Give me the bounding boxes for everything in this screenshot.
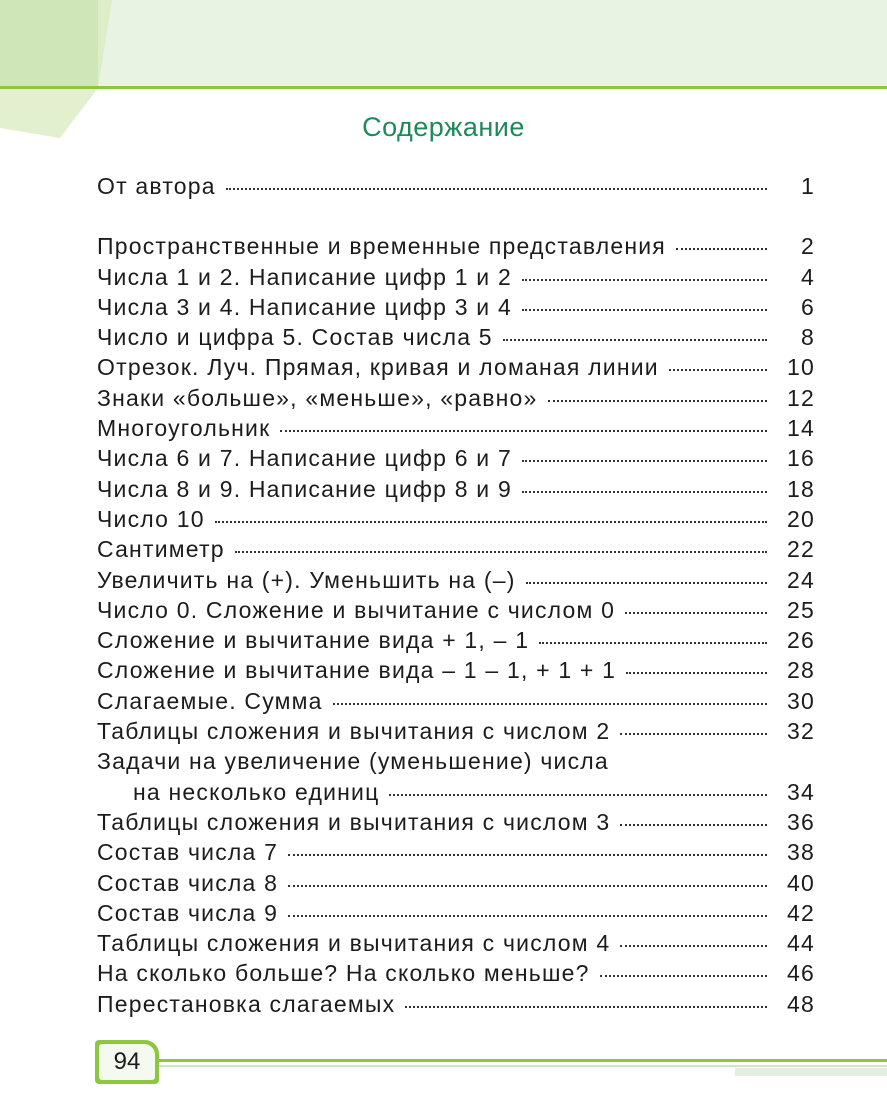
toc-entry <box>97 506 815 536</box>
toc-entry <box>97 445 815 475</box>
toc-entry-label: Сантиметр <box>97 536 225 563</box>
toc-entry-label: Сложение и вычитание вида – 1 – 1, + 1 + 1 <box>97 657 617 684</box>
page-number: 94 <box>99 1044 155 1080</box>
dot-leader <box>600 975 767 977</box>
footer-divider-secondary <box>150 1065 887 1067</box>
toc-entry-page: 34 <box>787 778 815 805</box>
dot-leader <box>676 248 767 250</box>
toc-entry-label: Состав числа 7 <box>97 839 279 866</box>
toc-entry <box>97 233 815 263</box>
toc-entry <box>97 476 815 506</box>
toc-entry <box>97 536 815 566</box>
toc-entry-page: 12 <box>787 384 815 411</box>
toc-entry-page: 8 <box>801 324 815 351</box>
toc-entry-page: 44 <box>787 930 815 957</box>
dot-leader <box>226 188 767 190</box>
toc-entry-label: Число 10 <box>97 505 205 532</box>
toc-entry-page: 16 <box>787 445 815 472</box>
toc-entry <box>97 354 815 384</box>
toc-entry <box>97 657 815 687</box>
toc-entry-page: 42 <box>787 899 815 926</box>
footer-divider <box>150 1059 887 1062</box>
dot-leader <box>288 885 767 887</box>
toc-entry-label: От автора <box>97 173 216 199</box>
toc-entry <box>97 324 815 354</box>
toc-entry <box>97 597 815 627</box>
toc-entry-page: 28 <box>787 657 815 684</box>
toc-entry-page: 46 <box>787 960 815 987</box>
toc-entry-page: 25 <box>787 596 815 623</box>
toc-entry <box>97 748 815 778</box>
toc-entry-page: 40 <box>787 869 815 896</box>
toc-entry-label: Перестановка слагаемых <box>97 990 396 1017</box>
page-number-tab <box>95 1040 159 1084</box>
footer-shadow <box>735 1068 887 1076</box>
toc-entry <box>97 960 815 990</box>
toc-entry-label: Сложение и вычитание вида + 1, – 1 <box>97 627 530 654</box>
dot-leader <box>235 551 767 553</box>
toc-entry-page: 26 <box>787 627 815 654</box>
toc-entry-page: 10 <box>787 354 815 381</box>
dot-leader <box>522 460 767 462</box>
dot-leader <box>626 672 767 674</box>
toc-entry-page: 48 <box>787 990 815 1017</box>
dot-leader <box>620 945 767 947</box>
toc-entry-page: 20 <box>787 505 815 532</box>
toc-entry-page: 18 <box>787 475 815 502</box>
dot-leader <box>625 612 767 614</box>
toc-entry <box>97 809 815 839</box>
toc-entry-label: На сколько больше? На сколько меньше? <box>97 960 590 987</box>
toc-entry-label: Числа 6 и 7. Написание цифр 6 и 7 <box>97 445 512 472</box>
toc-entry-page: 30 <box>787 687 815 714</box>
toc-entry-label: Число 0. Сложение и вычитание с числом 0 <box>97 596 616 623</box>
toc-entry-page: 22 <box>787 536 815 563</box>
toc-entry-label: Таблицы сложения и вычитания с числом 2 <box>97 718 611 745</box>
dot-leader <box>288 854 767 856</box>
toc-entry-label: Отрезок. Луч. Прямая, кривая и ломаная линии <box>97 354 659 381</box>
dot-leader <box>522 279 767 281</box>
toc-entry-label: Состав числа 8 <box>97 869 279 896</box>
header-band <box>0 0 887 88</box>
toc-entry <box>97 991 815 1021</box>
toc-entry-label: Таблицы сложения и вычитания с числом 4 <box>97 930 611 957</box>
dot-leader <box>503 339 767 341</box>
dot-leader <box>669 369 767 371</box>
toc-entry-page: 38 <box>787 839 815 866</box>
toc-entry-label-continuation: на несколько единиц <box>133 778 380 805</box>
dot-leader <box>288 915 767 917</box>
toc-entry-label: Числа 1 и 2. Написание цифр 1 и 2 <box>97 263 512 290</box>
toc-entry <box>97 839 815 869</box>
table-of-contents <box>97 173 815 1021</box>
header-divider <box>0 86 887 89</box>
toc-entry-label: Задачи на увеличение (уменьшение) числа <box>97 748 609 775</box>
toc-entry-continuation <box>97 779 815 809</box>
toc-entry-page: 24 <box>787 566 815 593</box>
dot-leader <box>280 430 767 432</box>
toc-entry <box>97 294 815 324</box>
toc-entry <box>97 930 815 960</box>
toc-entry-label: Знаки «больше», «меньше», «равно» <box>97 384 538 411</box>
toc-entry-page: 14 <box>787 415 815 442</box>
toc-entry-label: Пространственные и временные представления <box>97 233 666 260</box>
dot-leader <box>548 400 767 402</box>
toc-entry <box>97 415 815 445</box>
toc-entry-page: 4 <box>801 263 815 290</box>
toc-entry-page: 36 <box>787 808 815 835</box>
toc-entry <box>97 385 815 415</box>
toc-entry-label: Состав числа 9 <box>97 899 279 926</box>
dot-leader <box>215 521 767 523</box>
toc-entry-page: 2 <box>801 233 815 260</box>
toc-entry <box>97 567 815 597</box>
toc-entry-label: Таблицы сложения и вычитания с числом 3 <box>97 808 611 835</box>
dot-leader <box>522 491 767 493</box>
toc-entry-label: Число и цифра 5. Состав числа 5 <box>97 324 493 351</box>
toc-entry <box>97 900 815 930</box>
toc-entry-page: 32 <box>787 718 815 745</box>
toc-entry-label: Увеличить на (+). Уменьшить на (–) <box>97 566 516 593</box>
dot-leader <box>620 733 767 735</box>
dot-leader <box>620 824 767 826</box>
toc-entry <box>97 264 815 294</box>
dot-leader <box>405 1006 767 1008</box>
toc-entry <box>97 173 815 203</box>
page-title: Содержание <box>362 112 525 142</box>
dot-leader <box>526 582 767 584</box>
toc-entry-label: Числа 3 и 4. Написание цифр 3 и 4 <box>97 293 512 320</box>
toc-entry <box>97 627 815 657</box>
toc-entry-label: Слагаемые. Сумма <box>97 687 323 714</box>
toc-entry-page: 1 <box>801 173 815 199</box>
toc-entry <box>97 718 815 748</box>
dot-leader <box>333 703 767 705</box>
toc-entry-label: Многоугольник <box>97 415 271 442</box>
toc-entry-label: Числа 8 и 9. Написание цифр 8 и 9 <box>97 475 512 502</box>
toc-entry <box>97 870 815 900</box>
toc-entry <box>97 688 815 718</box>
dot-leader <box>539 642 767 644</box>
dot-leader <box>389 794 767 796</box>
dot-leader <box>522 309 767 311</box>
toc-spacer <box>97 203 815 233</box>
toc-entry-page: 6 <box>801 293 815 320</box>
